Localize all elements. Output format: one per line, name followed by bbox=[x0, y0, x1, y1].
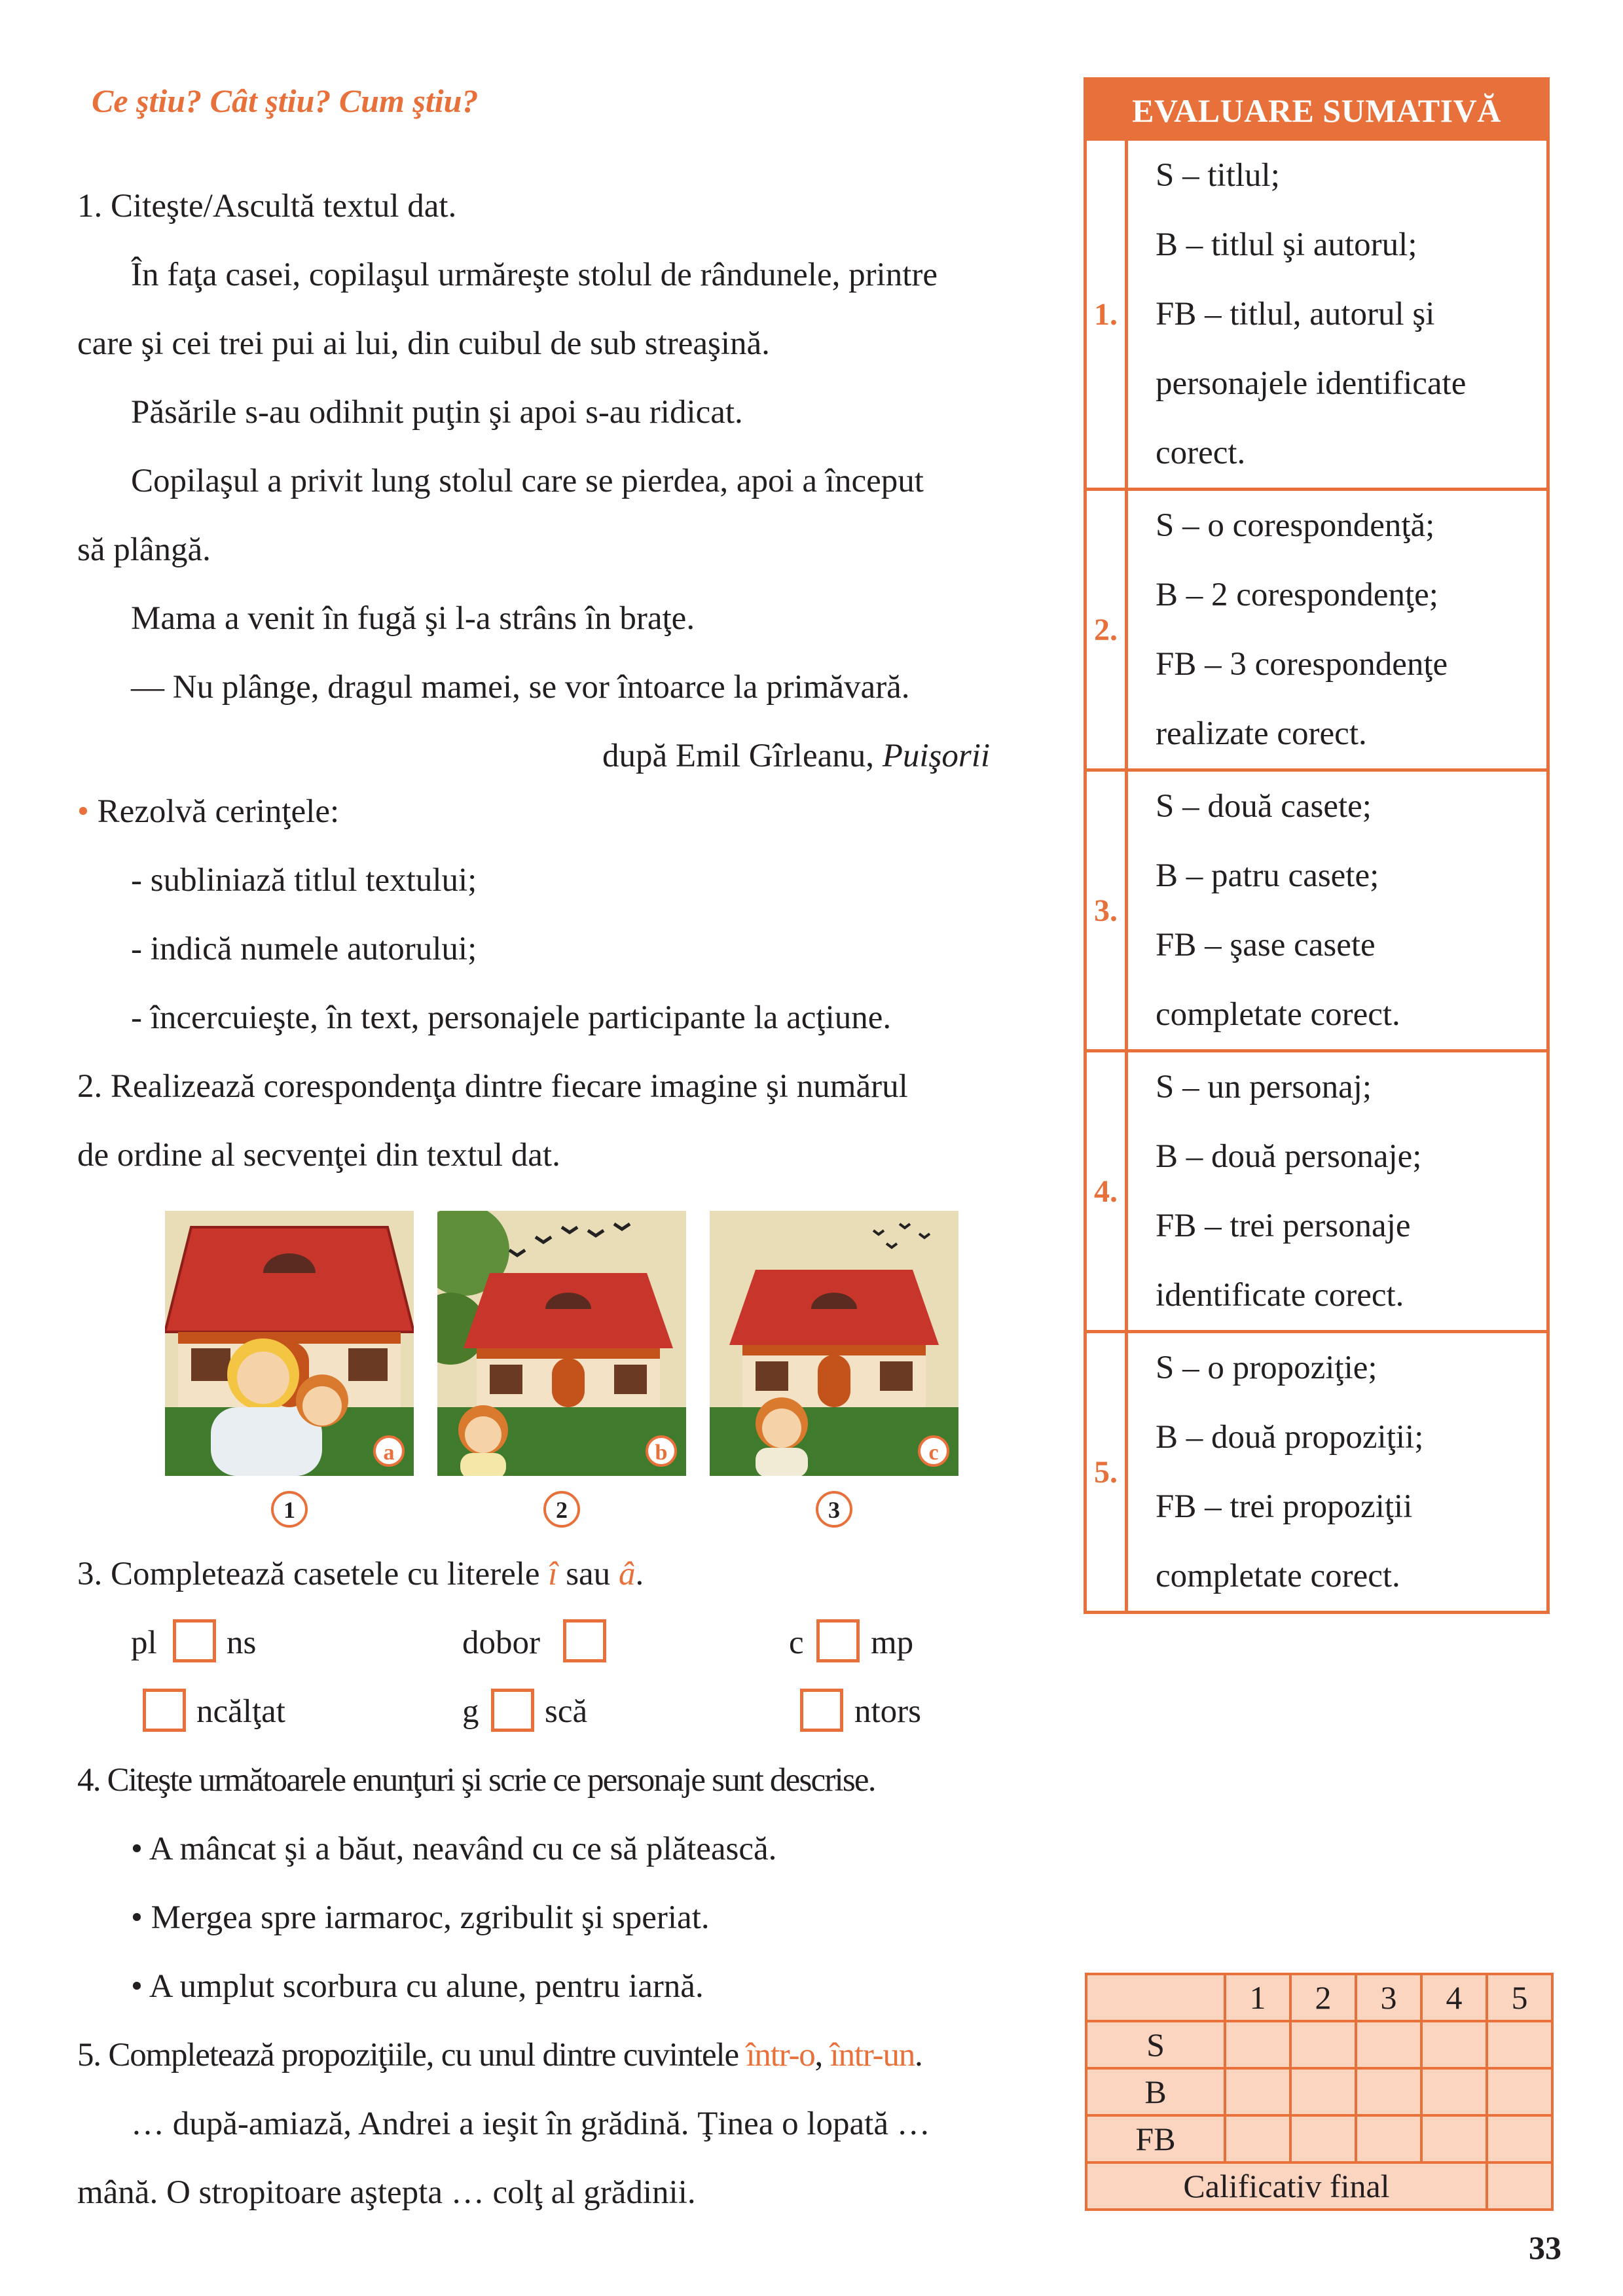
exercise-5-sentence: … după-amiază, Andrei a ieşit în grădină. Ţinea o lopată … bbox=[131, 2106, 930, 2142]
source-author: după Emil Gîrleanu, bbox=[602, 738, 883, 774]
text-paragraph-2: Păsările s-au odihnit puţin şi apoi s-au ridicat. bbox=[131, 394, 743, 431]
criterion: realizate corect. bbox=[1156, 715, 1367, 752]
word-prefix: c bbox=[789, 1624, 804, 1661]
score-row bbox=[1086, 2021, 1552, 2068]
bullet-icon: • bbox=[77, 793, 89, 830]
evaluation-row bbox=[1087, 488, 1546, 768]
image-letter-a: a bbox=[373, 1435, 405, 1467]
evaluation-row-number: 3. bbox=[1087, 772, 1128, 1049]
letter-a-circumflex: â bbox=[618, 1556, 636, 1592]
word-option-1: într-o bbox=[746, 2037, 815, 2073]
statement-item: • Mergea spre iarmaroc, zgribulit şi speriat. bbox=[131, 1899, 710, 1936]
criterion: S – un personaj; bbox=[1156, 1069, 1372, 1105]
score-cell[interactable] bbox=[1290, 2068, 1356, 2115]
task-item: - încercuieşte, în text, personajele participante la acţiune. bbox=[131, 999, 892, 1036]
text-paragraph-5: — Nu plânge, dragul mamei, se vor întoarce la primăvară. bbox=[131, 669, 910, 706]
illustration-boy-crying bbox=[710, 1211, 958, 1476]
score-cell[interactable] bbox=[1225, 2021, 1290, 2068]
text-paragraph-3a: Copilaşul a privit lung stolul care se pierdea, apoi a început bbox=[131, 463, 924, 499]
final-grade-row bbox=[1086, 2162, 1552, 2210]
image-letter-b: b bbox=[646, 1435, 677, 1467]
letter-box[interactable] bbox=[173, 1619, 216, 1662]
text-paragraph-1b: care şi cei trei pui ai lui, din cuibul de sub streaşină. bbox=[77, 325, 770, 362]
row-label: S bbox=[1086, 2021, 1225, 2068]
letter-box[interactable] bbox=[563, 1619, 606, 1662]
text-paragraph-4: Mama a venit în fugă şi l-a strâns în braţe. bbox=[131, 600, 695, 637]
column-header: 5 bbox=[1487, 1974, 1552, 2021]
score-cell[interactable] bbox=[1421, 2115, 1487, 2162]
column-header: 1 bbox=[1225, 1974, 1290, 2021]
task-item: - subliniază titlul textului; bbox=[131, 862, 477, 899]
exercise-1-title: 1. Citeşte/Ascultă textul dat. bbox=[77, 188, 457, 224]
exercise-3-title: 3. Completează casetele cu literele î sau â. bbox=[77, 1556, 644, 1592]
evaluation-row-number: 5. bbox=[1087, 1333, 1128, 1611]
evaluation-row bbox=[1087, 768, 1546, 1049]
score-cell[interactable] bbox=[1290, 2115, 1356, 2162]
image-number-1: 1 bbox=[271, 1491, 308, 1528]
score-cell[interactable] bbox=[1487, 2068, 1552, 2115]
criterion: FB – trei personaje bbox=[1156, 1208, 1411, 1244]
word-suffix: ncălţat bbox=[196, 1693, 285, 1730]
score-cell[interactable] bbox=[1487, 2021, 1552, 2068]
exercise-5-sentence-cont: mână. O stropitoare aştepta … colţ al grădinii. bbox=[77, 2174, 696, 2211]
exercise-2-title-cont: de ordine al secvenţei din textul dat. bbox=[77, 1137, 560, 1174]
evaluation-row-number: 1. bbox=[1087, 141, 1128, 488]
letter-box[interactable] bbox=[816, 1619, 860, 1662]
row-label: B bbox=[1086, 2068, 1225, 2115]
exercise-2-title: 2. Realizează corespondenţa dintre fiecare imagine şi numărul bbox=[77, 1068, 908, 1105]
illustration-boy-watching bbox=[437, 1211, 686, 1476]
page-number: 33 bbox=[1529, 2229, 1561, 2266]
score-cell[interactable] bbox=[1421, 2021, 1487, 2068]
criterion: S – o corespondenţă; bbox=[1156, 507, 1435, 544]
column-header: 2 bbox=[1290, 1974, 1356, 2021]
criterion: personajele identificate bbox=[1156, 365, 1467, 402]
word-option-2: într-un bbox=[830, 2037, 915, 2073]
image-number-2: 2 bbox=[543, 1491, 580, 1528]
word-suffix: ns bbox=[227, 1624, 257, 1661]
criterion: B – patru casete; bbox=[1156, 857, 1379, 894]
word-suffix: scă bbox=[545, 1693, 588, 1730]
score-cell[interactable] bbox=[1356, 2068, 1421, 2115]
word-prefix: g bbox=[462, 1693, 479, 1730]
score-row bbox=[1086, 2068, 1552, 2115]
row-label: FB bbox=[1086, 2115, 1225, 2162]
evaluation-table bbox=[1084, 77, 1550, 1614]
evaluation-row bbox=[1087, 1049, 1546, 1330]
text-paragraph-1a: În faţa casei, copilaşul urmăreşte stolul de rândunele, printre bbox=[131, 257, 938, 293]
criterion: FB – 3 corespondenţe bbox=[1156, 646, 1448, 683]
word-suffix: mp bbox=[871, 1624, 914, 1661]
score-cell[interactable] bbox=[1487, 2115, 1552, 2162]
evaluation-row-number: 2. bbox=[1087, 491, 1128, 768]
score-cell[interactable] bbox=[1225, 2068, 1290, 2115]
section-heading: Ce ştiu? Cât ştiu? Cum ştiu? bbox=[92, 82, 479, 119]
exercise-4-title: 4. Citeşte următoarele enunţuri şi scrie ce personaje sunt descrise. bbox=[77, 1762, 875, 1799]
word-suffix: ntors bbox=[854, 1693, 921, 1730]
letter-i-circumflex: î bbox=[548, 1556, 558, 1592]
criterion: B – două propoziţii; bbox=[1156, 1419, 1424, 1456]
word-prefix: dobor bbox=[462, 1624, 540, 1661]
column-header: 3 bbox=[1356, 1974, 1421, 2021]
text-source bbox=[602, 736, 990, 776]
final-grade-label: Calificativ final bbox=[1086, 2162, 1487, 2210]
criterion: completate corect. bbox=[1156, 1558, 1400, 1594]
score-grid-header bbox=[1086, 1974, 1552, 2021]
source-title: Puişorii bbox=[882, 738, 991, 774]
score-cell[interactable] bbox=[1356, 2115, 1421, 2162]
criterion: completate corect. bbox=[1156, 996, 1400, 1033]
letter-box[interactable] bbox=[491, 1689, 534, 1732]
image-number-3: 3 bbox=[816, 1491, 852, 1528]
criterion: identificate corect. bbox=[1156, 1277, 1404, 1314]
task-intro: • Rezolvă cerinţele: bbox=[77, 793, 340, 830]
criterion: B – 2 corespondenţe; bbox=[1156, 577, 1438, 613]
criterion: B – două personaje; bbox=[1156, 1138, 1422, 1175]
evaluation-row-number: 4. bbox=[1087, 1052, 1128, 1330]
score-cell[interactable] bbox=[1356, 2021, 1421, 2068]
statement-item: • A mâncat şi a băut, neavând cu ce să plătească. bbox=[131, 1831, 777, 1867]
task-item: - indică numele autorului; bbox=[131, 931, 477, 967]
letter-box[interactable] bbox=[800, 1689, 843, 1732]
score-cell[interactable] bbox=[1290, 2021, 1356, 2068]
criterion: FB – titlul, autorul şi bbox=[1156, 296, 1435, 332]
letter-box[interactable] bbox=[143, 1689, 186, 1732]
statement-item: • A umplut scorbura cu alune, pentru iarnă. bbox=[131, 1968, 704, 2005]
criterion: S – o propoziţie; bbox=[1156, 1350, 1377, 1386]
image-letter-c: c bbox=[918, 1435, 949, 1467]
exercise-5-title: 5. Completează propoziţiile, cu unul dintre cuvintele într-o, într-un. bbox=[77, 2037, 922, 2073]
evaluation-row bbox=[1087, 141, 1546, 488]
column-header: 4 bbox=[1421, 1974, 1487, 2021]
criterion: corect. bbox=[1156, 435, 1246, 471]
criterion: FB – şase casete bbox=[1156, 927, 1376, 963]
final-grade-cell[interactable] bbox=[1487, 2162, 1552, 2210]
evaluation-title: EVALUARE SUMATIVĂ bbox=[1087, 81, 1546, 141]
score-cell[interactable] bbox=[1225, 2115, 1290, 2162]
evaluation-row bbox=[1087, 1330, 1546, 1611]
word-prefix: pl bbox=[131, 1624, 157, 1661]
score-grid bbox=[1085, 1973, 1554, 2211]
illustration-mother-hug bbox=[165, 1211, 414, 1476]
criterion: B – titlul şi autorul; bbox=[1156, 226, 1417, 263]
criterion: FB – trei propoziţii bbox=[1156, 1488, 1413, 1525]
criterion: S – titlul; bbox=[1156, 157, 1280, 194]
score-cell[interactable] bbox=[1421, 2068, 1487, 2115]
text-paragraph-3b: să plângă. bbox=[77, 531, 211, 568]
criterion: S – două casete; bbox=[1156, 788, 1372, 825]
score-row bbox=[1086, 2115, 1552, 2162]
